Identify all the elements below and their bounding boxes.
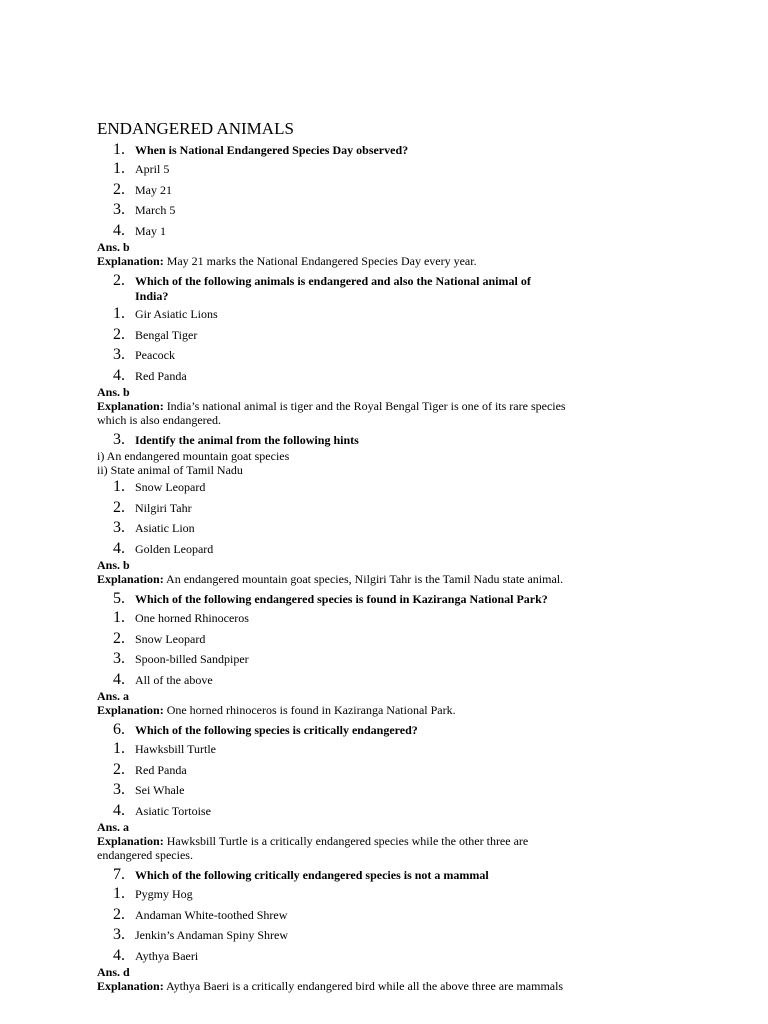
question-text: Which of the following critically endangered species is not a mammal (135, 868, 489, 882)
option-text: Hawksbill Turtle (135, 742, 217, 756)
option-row (113, 498, 597, 519)
option-number: 3. (113, 201, 125, 218)
option-text: Asiatic Tortoise (135, 803, 211, 818)
explanation-label: Explanation: (97, 834, 164, 848)
option-text: Red Panda (135, 762, 187, 777)
explanation-text: May 21 marks the National Endangered Species Day every year. (166, 254, 477, 268)
explanation (97, 572, 582, 586)
option-row (113, 539, 597, 560)
explanation-text: India’s national animal is tiger and the Royal Bengal Tiger is one of its rare species which is also endangered. (97, 399, 566, 427)
explanation-label: Explanation: (97, 399, 164, 413)
question-number: 6. (113, 721, 125, 738)
option-text: Aythya Baeri (135, 948, 199, 963)
option-row (113, 221, 597, 242)
option-row (113, 200, 597, 221)
explanation (97, 979, 582, 993)
question-row (113, 866, 597, 884)
option-text: Golden Leopard (135, 541, 214, 556)
option-number: 2. (113, 498, 125, 516)
option-text: Jenkin’s Andaman Spiny Shrew (135, 928, 288, 942)
option-number: 3. (113, 650, 125, 667)
option-row (113, 925, 597, 946)
option-number: 2. (113, 325, 125, 343)
option-row (113, 159, 597, 180)
explanation (97, 703, 582, 717)
option-text: March 5 (135, 203, 176, 217)
answer-line: Ans. b (97, 240, 130, 254)
option-number: 3. (113, 926, 125, 943)
option-number: 4. (113, 221, 125, 239)
question-row (113, 272, 597, 304)
option-text: May 1 (135, 223, 166, 238)
option-row (113, 366, 597, 387)
page-title: ENDANGERED ANIMALS (97, 119, 294, 138)
option-number: 4. (113, 801, 125, 819)
option-number: 4. (113, 670, 125, 688)
option-text: Red Panda (135, 368, 187, 383)
question-number: 3. (113, 431, 125, 448)
option-row (113, 629, 597, 650)
explanation-label: Explanation: (97, 703, 164, 717)
option-row (113, 649, 597, 670)
option-text: Asiatic Lion (135, 521, 195, 535)
question-block (97, 431, 597, 586)
option-number: 1. (113, 740, 125, 757)
question-text: Identify the animal from the following hints (135, 433, 359, 447)
option-row (113, 780, 597, 801)
option-text: Snow Leopard (135, 631, 206, 646)
explanation-text: An endangered mountain goat species, Nilgiri Tahr is the Tamil Nadu state animal. (166, 572, 564, 586)
option-number: 3. (113, 346, 125, 363)
option-row (113, 608, 597, 629)
explanation (97, 399, 582, 427)
option-text: Pygmy Hog (135, 887, 193, 901)
option-row (113, 884, 597, 905)
option-number: 3. (113, 781, 125, 798)
explanation-label: Explanation: (97, 979, 164, 993)
answer-line: Ans. a (97, 820, 130, 834)
option-row (113, 670, 597, 691)
answer-line: Ans. a (97, 689, 130, 703)
explanation-text: Hawksbill Turtle is a critically endangered species while the other three are endangered species. (97, 834, 529, 862)
explanation-text: Aythya Baeri is a critically endangered bird while all the above three are mammals (166, 979, 564, 993)
option-number: 2. (113, 629, 125, 647)
option-number: 1. (113, 160, 125, 177)
option-text: Bengal Tiger (135, 327, 198, 342)
question-row (113, 590, 597, 608)
question-block (97, 590, 597, 717)
option-number: 1. (113, 609, 125, 626)
option-row (113, 304, 597, 325)
option-row (113, 518, 597, 539)
question-text: Which of the following species is critically endangered? (135, 723, 418, 737)
option-number: 4. (113, 366, 125, 384)
question-row (113, 721, 597, 739)
option-number: 2. (113, 180, 125, 198)
option-text: Peacock (135, 348, 175, 362)
answer-line: Ans. d (97, 965, 130, 979)
option-text: Snow Leopard (135, 480, 206, 494)
option-row (113, 477, 597, 498)
question-block (97, 866, 597, 993)
explanation (97, 254, 582, 268)
option-row (113, 905, 597, 926)
option-number: 1. (113, 305, 125, 322)
option-row (113, 739, 597, 760)
option-row (113, 345, 597, 366)
question-number: 2. (113, 272, 125, 289)
option-text: All of the above (135, 672, 213, 687)
document-page (97, 118, 597, 997)
option-row (113, 325, 597, 346)
option-row (113, 760, 597, 781)
option-number: 3. (113, 519, 125, 536)
option-text: Sei Whale (135, 783, 185, 797)
option-row (113, 946, 597, 967)
option-number: 4. (113, 946, 125, 964)
question-block (97, 272, 597, 427)
question-number: 1. (113, 141, 125, 158)
option-row (113, 180, 597, 201)
option-text: Spoon-billed Sandpiper (135, 652, 249, 666)
question-text: Which of the following endangered species is found in Kaziranga National Park? (135, 592, 548, 606)
option-text: Nilgiri Tahr (135, 500, 192, 515)
option-number: 1. (113, 478, 125, 495)
option-row (113, 801, 597, 822)
question-number: 5. (113, 590, 125, 607)
question-list (97, 141, 597, 993)
question-number: 7. (113, 866, 125, 883)
question-row (113, 431, 597, 449)
hint-line: i) An endangered mountain goat species (97, 449, 290, 463)
option-text: April 5 (135, 162, 170, 176)
option-text: Gir Asiatic Lions (135, 307, 218, 321)
explanation (97, 834, 582, 862)
explanation-label: Explanation: (97, 572, 164, 586)
question-text: When is National Endangered Species Day observed? (135, 143, 409, 157)
option-number: 1. (113, 885, 125, 902)
explanation-text: One horned rhinoceros is found in Kaziranga National Park. (166, 703, 456, 717)
question-text: Which of the following animals is endangered and also the National animal of India? (135, 274, 531, 303)
option-text: May 21 (135, 182, 172, 197)
question-block (97, 141, 597, 268)
question-row (113, 141, 597, 159)
option-text: Andaman White-toothed Shrew (135, 907, 288, 922)
answer-line: Ans. b (97, 385, 130, 399)
option-number: 4. (113, 539, 125, 557)
explanation-label: Explanation: (97, 254, 164, 268)
hint-line: ii) State animal of Tamil Nadu (97, 463, 243, 477)
answer-line: Ans. b (97, 558, 130, 572)
option-text: One horned Rhinoceros (135, 611, 249, 625)
option-number: 2. (113, 760, 125, 778)
option-number: 2. (113, 905, 125, 923)
question-block (97, 721, 597, 862)
